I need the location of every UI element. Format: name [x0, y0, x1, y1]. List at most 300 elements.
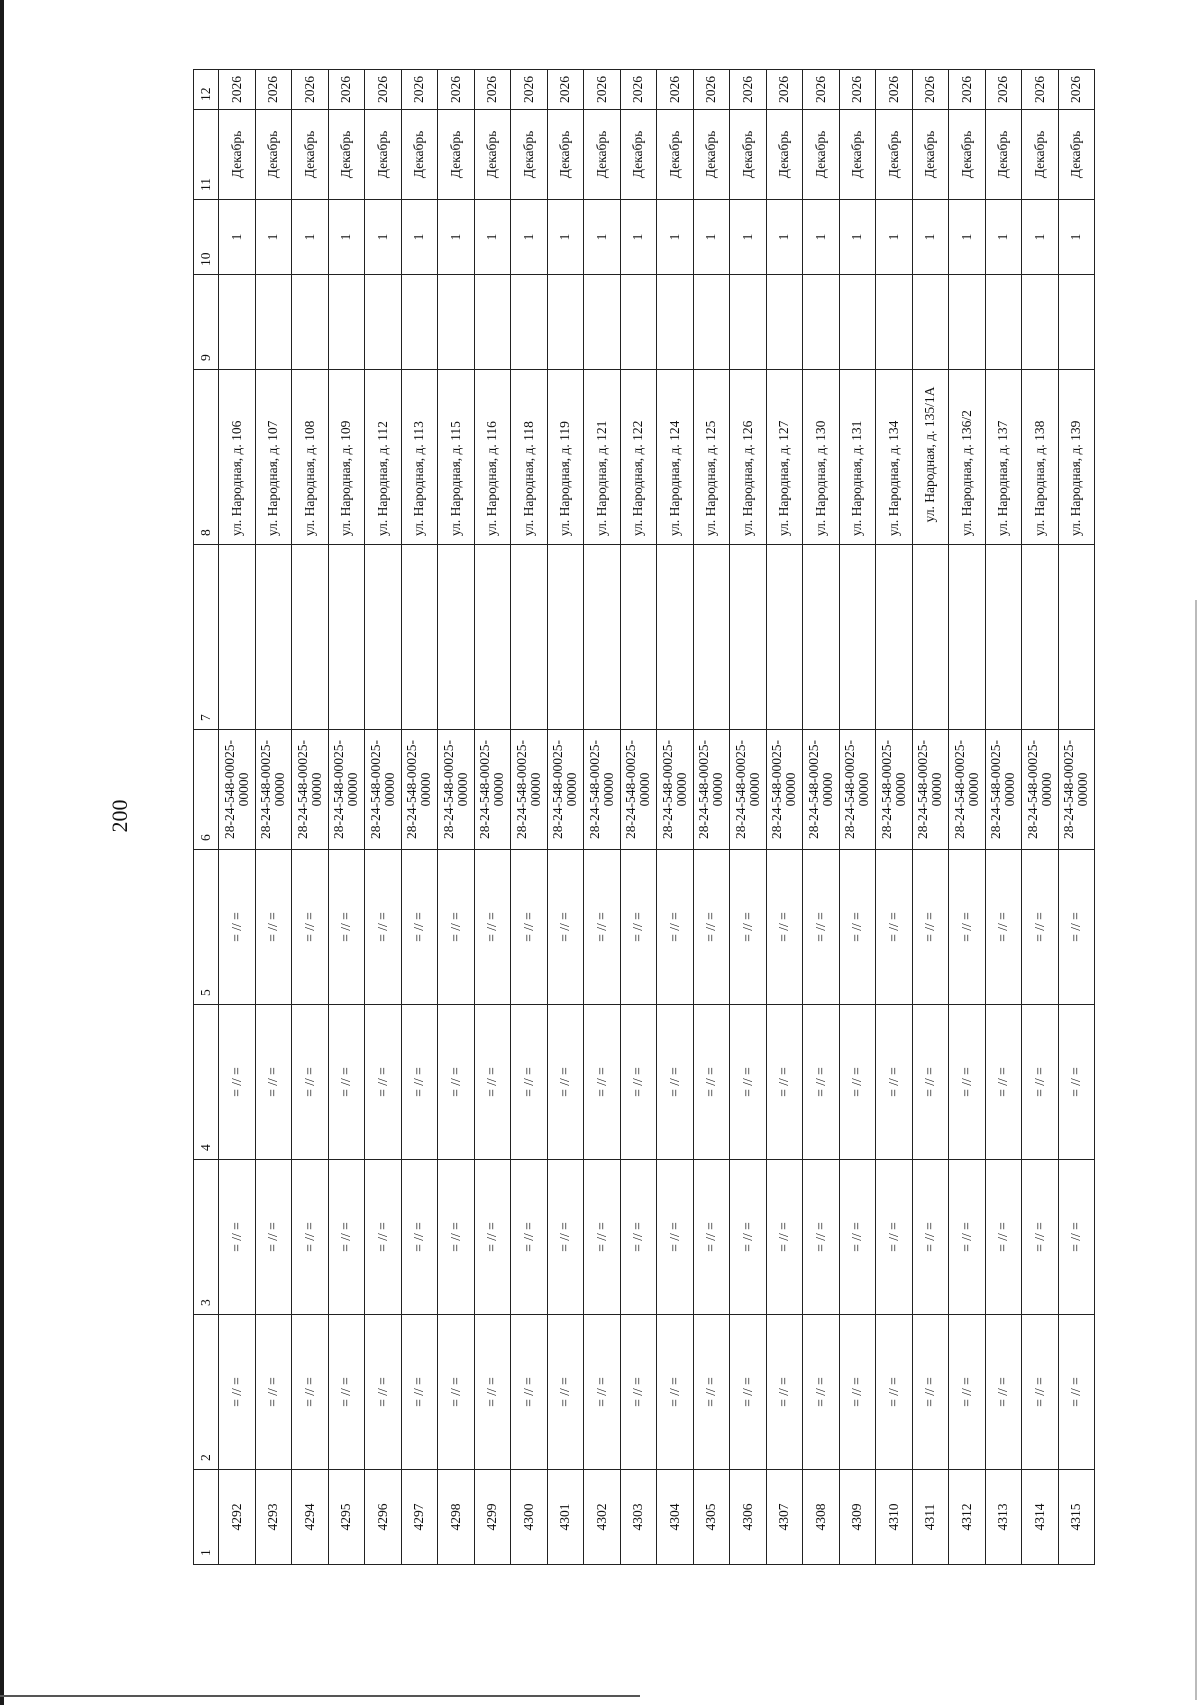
table-row — [365, 70, 402, 1565]
count-cell: 1 — [255, 200, 292, 275]
column-number-cell: 2 — [194, 1315, 219, 1470]
address-cell: ул. Народная, д. 121 — [584, 370, 621, 545]
col4-ditto-cell: = // = — [876, 1005, 913, 1160]
cadastral-number-cell: 28-24-548-00025-00000 — [511, 730, 548, 850]
col7-empty-cell — [328, 545, 365, 730]
col2-ditto-cell: = // = — [292, 1315, 329, 1470]
col5-ditto-cell: = // = — [474, 850, 511, 1005]
col4-ditto-cell: = // = — [547, 1005, 584, 1160]
col5-ditto-cell: = // = — [584, 850, 621, 1005]
col2-ditto-cell: = // = — [730, 1315, 767, 1470]
col2-ditto-cell: = // = — [438, 1315, 475, 1470]
col2-ditto-cell: = // = — [365, 1315, 402, 1470]
count-cell: 1 — [730, 200, 767, 275]
month-cell: Декабрь — [219, 110, 256, 200]
table-row — [985, 70, 1022, 1565]
col5-ditto-cell: = // = — [839, 850, 876, 1005]
month-cell: Декабрь — [803, 110, 840, 200]
col5-ditto-cell: = // = — [365, 850, 402, 1005]
count-cell: 1 — [620, 200, 657, 275]
col9-empty-cell — [365, 275, 402, 370]
month-cell: Декабрь — [365, 110, 402, 200]
col3-ditto-cell: = // = — [255, 1160, 292, 1315]
col9-empty-cell — [438, 275, 475, 370]
col3-ditto-cell: = // = — [365, 1160, 402, 1315]
col3-ditto-cell: = // = — [620, 1160, 657, 1315]
year-cell: 2026 — [438, 70, 475, 110]
col4-ditto-cell: = // = — [730, 1005, 767, 1160]
month-cell: Декабрь — [584, 110, 621, 200]
year-cell: 2026 — [693, 70, 730, 110]
col2-ditto-cell: = // = — [949, 1315, 986, 1470]
cadastral-number-cell: 28-24-548-00025-00000 — [1058, 730, 1095, 850]
cadastral-number-cell: 28-24-548-00025-00000 — [766, 730, 803, 850]
col9-empty-cell — [547, 275, 584, 370]
address-cell: ул. Народная, д. 109 — [328, 370, 365, 545]
col2-ditto-cell: = // = — [839, 1315, 876, 1470]
col7-empty-cell — [292, 545, 329, 730]
row-number-cell: 4313 — [985, 1470, 1022, 1565]
scan-edge-bottom — [0, 1695, 640, 1697]
col4-ditto-cell: = // = — [511, 1005, 548, 1160]
col4-ditto-cell: = // = — [438, 1005, 475, 1160]
count-cell: 1 — [547, 200, 584, 275]
col9-empty-cell — [584, 275, 621, 370]
row-number-cell: 4302 — [584, 1470, 621, 1565]
col9-empty-cell — [766, 275, 803, 370]
page-number: 200 — [107, 799, 132, 833]
table-row — [584, 70, 621, 1565]
year-cell: 2026 — [328, 70, 365, 110]
column-number-cell: 12 — [194, 70, 219, 110]
col5-ditto-cell: = // = — [730, 850, 767, 1005]
column-number-cell: 10 — [194, 200, 219, 275]
year-cell: 2026 — [839, 70, 876, 110]
month-cell: Декабрь — [474, 110, 511, 200]
col3-ditto-cell: = // = — [547, 1160, 584, 1315]
year-cell: 2026 — [912, 70, 949, 110]
count-cell: 1 — [328, 200, 365, 275]
count-cell: 1 — [912, 200, 949, 275]
count-cell: 1 — [693, 200, 730, 275]
col4-ditto-cell: = // = — [474, 1005, 511, 1160]
month-cell: Декабрь — [438, 110, 475, 200]
year-cell: 2026 — [511, 70, 548, 110]
col2-ditto-cell: = // = — [803, 1315, 840, 1470]
column-number-cell: 1 — [194, 1470, 219, 1565]
col2-ditto-cell: = // = — [912, 1315, 949, 1470]
col7-empty-cell — [1022, 545, 1059, 730]
col9-empty-cell — [839, 275, 876, 370]
table-row — [876, 70, 913, 1565]
col9-empty-cell — [693, 275, 730, 370]
rotated-table-wrapper — [193, 70, 1095, 1565]
col2-ditto-cell: = // = — [620, 1315, 657, 1470]
month-cell: Декабрь — [401, 110, 438, 200]
col5-ditto-cell: = // = — [438, 850, 475, 1005]
col2-ditto-cell: = // = — [766, 1315, 803, 1470]
cadastral-number-cell: 28-24-548-00025-00000 — [547, 730, 584, 850]
col5-ditto-cell: = // = — [620, 850, 657, 1005]
address-cell: ул. Народная, д. 115 — [438, 370, 475, 545]
year-cell: 2026 — [584, 70, 621, 110]
col2-ditto-cell: = // = — [401, 1315, 438, 1470]
col7-empty-cell — [766, 545, 803, 730]
col5-ditto-cell: = // = — [328, 850, 365, 1005]
year-cell: 2026 — [1022, 70, 1059, 110]
col5-ditto-cell: = // = — [219, 850, 256, 1005]
col2-ditto-cell: = // = — [474, 1315, 511, 1470]
col5-ditto-cell: = // = — [255, 850, 292, 1005]
count-cell: 1 — [876, 200, 913, 275]
col3-ditto-cell: = // = — [876, 1160, 913, 1315]
col7-empty-cell — [839, 545, 876, 730]
col9-empty-cell — [292, 275, 329, 370]
row-number-cell: 4311 — [912, 1470, 949, 1565]
year-cell: 2026 — [985, 70, 1022, 110]
cadastral-number-cell: 28-24-548-00025-00000 — [985, 730, 1022, 850]
count-cell: 1 — [949, 200, 986, 275]
table-row — [401, 70, 438, 1565]
col3-ditto-cell: = // = — [474, 1160, 511, 1315]
row-number-cell: 4305 — [693, 1470, 730, 1565]
col7-empty-cell — [401, 545, 438, 730]
col4-ditto-cell: = // = — [657, 1005, 694, 1160]
cadastral-number-cell: 28-24-548-00025-00000 — [803, 730, 840, 850]
col7-empty-cell — [438, 545, 475, 730]
address-cell: ул. Народная, д. 126 — [730, 370, 767, 545]
col4-ditto-cell: = // = — [292, 1005, 329, 1160]
col7-empty-cell — [474, 545, 511, 730]
year-cell: 2026 — [730, 70, 767, 110]
cadastral-number-cell: 28-24-548-00025-00000 — [693, 730, 730, 850]
row-number-cell: 4308 — [803, 1470, 840, 1565]
row-number-cell: 4292 — [219, 1470, 256, 1565]
year-cell: 2026 — [219, 70, 256, 110]
count-cell: 1 — [219, 200, 256, 275]
year-cell: 2026 — [547, 70, 584, 110]
col3-ditto-cell: = // = — [328, 1160, 365, 1315]
address-cell: ул. Народная, д. 130 — [803, 370, 840, 545]
col7-empty-cell — [547, 545, 584, 730]
table-row — [255, 70, 292, 1565]
col7-empty-cell — [876, 545, 913, 730]
year-cell: 2026 — [657, 70, 694, 110]
address-cell: ул. Народная, д. 106 — [219, 370, 256, 545]
col4-ditto-cell: = // = — [839, 1005, 876, 1160]
table-row — [657, 70, 694, 1565]
col9-empty-cell — [219, 275, 256, 370]
address-cell: ул. Народная, д. 108 — [292, 370, 329, 545]
row-number-cell: 4314 — [1022, 1470, 1059, 1565]
table-row — [803, 70, 840, 1565]
count-cell: 1 — [365, 200, 402, 275]
row-number-cell: 4296 — [365, 1470, 402, 1565]
row-number-cell: 4306 — [730, 1470, 767, 1565]
address-cell: ул. Народная, д. 125 — [693, 370, 730, 545]
table-row — [474, 70, 511, 1565]
col5-ditto-cell: = // = — [693, 850, 730, 1005]
table-row — [328, 70, 365, 1565]
year-cell: 2026 — [401, 70, 438, 110]
row-number-cell: 4295 — [328, 1470, 365, 1565]
row-number-cell: 4293 — [255, 1470, 292, 1565]
table-row — [839, 70, 876, 1565]
col4-ditto-cell: = // = — [803, 1005, 840, 1160]
col9-empty-cell — [620, 275, 657, 370]
cadastral-number-cell: 28-24-548-00025-00000 — [657, 730, 694, 850]
month-cell: Декабрь — [511, 110, 548, 200]
address-cell: ул. Народная, д. 137 — [985, 370, 1022, 545]
col5-ditto-cell: = // = — [292, 850, 329, 1005]
month-cell: Декабрь — [547, 110, 584, 200]
table-row — [219, 70, 256, 1565]
table-row — [693, 70, 730, 1565]
cadastral-number-cell: 28-24-548-00025-00000 — [584, 730, 621, 850]
col7-empty-cell — [511, 545, 548, 730]
col9-empty-cell — [401, 275, 438, 370]
address-cell: ул. Народная, д. 131 — [839, 370, 876, 545]
col3-ditto-cell: = // = — [511, 1160, 548, 1315]
column-number-cell: 6 — [194, 730, 219, 850]
col9-empty-cell — [876, 275, 913, 370]
scan-edge-right — [1195, 600, 1197, 1700]
col2-ditto-cell: = // = — [1058, 1315, 1095, 1470]
col5-ditto-cell: = // = — [657, 850, 694, 1005]
table-row — [949, 70, 986, 1565]
cadastral-number-cell: 28-24-548-00025-00000 — [620, 730, 657, 850]
month-cell: Декабрь — [255, 110, 292, 200]
col4-ditto-cell: = // = — [620, 1005, 657, 1160]
col5-ditto-cell: = // = — [803, 850, 840, 1005]
month-cell: Декабрь — [1058, 110, 1095, 200]
column-number-cell: 4 — [194, 1005, 219, 1160]
month-cell: Декабрь — [292, 110, 329, 200]
cadastral-number-cell: 28-24-548-00025-00000 — [219, 730, 256, 850]
address-cell: ул. Народная, д. 135/1А — [912, 370, 949, 545]
row-number-cell: 4301 — [547, 1470, 584, 1565]
col4-ditto-cell: = // = — [766, 1005, 803, 1160]
address-cell: ул. Народная, д. 122 — [620, 370, 657, 545]
month-cell: Декабрь — [620, 110, 657, 200]
cadastral-number-cell: 28-24-548-00025-00000 — [292, 730, 329, 850]
col4-ditto-cell: = // = — [219, 1005, 256, 1160]
col2-ditto-cell: = // = — [657, 1315, 694, 1470]
col9-empty-cell — [949, 275, 986, 370]
address-cell: ул. Народная, д. 136/2 — [949, 370, 986, 545]
col7-empty-cell — [365, 545, 402, 730]
address-cell: ул. Народная, д. 107 — [255, 370, 292, 545]
col2-ditto-cell: = // = — [693, 1315, 730, 1470]
column-number-cell: 3 — [194, 1160, 219, 1315]
month-cell: Декабрь — [693, 110, 730, 200]
table-row — [1058, 70, 1095, 1565]
col4-ditto-cell: = // = — [401, 1005, 438, 1160]
col3-ditto-cell: = // = — [693, 1160, 730, 1315]
row-number-cell: 4310 — [876, 1470, 913, 1565]
count-cell: 1 — [292, 200, 329, 275]
col5-ditto-cell: = // = — [949, 850, 986, 1005]
cadastral-number-cell: 28-24-548-00025-00000 — [839, 730, 876, 850]
month-cell: Декабрь — [876, 110, 913, 200]
year-cell: 2026 — [949, 70, 986, 110]
col7-empty-cell — [1058, 545, 1095, 730]
row-number-cell: 4300 — [511, 1470, 548, 1565]
year-cell: 2026 — [365, 70, 402, 110]
col4-ditto-cell: = // = — [584, 1005, 621, 1160]
col4-ditto-cell: = // = — [255, 1005, 292, 1160]
cadastral-number-cell: 28-24-548-00025-00000 — [730, 730, 767, 850]
address-cell: ул. Народная, д. 116 — [474, 370, 511, 545]
col3-ditto-cell: = // = — [1022, 1160, 1059, 1315]
count-cell: 1 — [839, 200, 876, 275]
row-number-cell: 4315 — [1058, 1470, 1095, 1565]
year-cell: 2026 — [766, 70, 803, 110]
col9-empty-cell — [985, 275, 1022, 370]
cadastral-number-cell: 28-24-548-00025-00000 — [474, 730, 511, 850]
row-number-cell: 4298 — [438, 1470, 475, 1565]
col3-ditto-cell: = // = — [839, 1160, 876, 1315]
count-cell: 1 — [803, 200, 840, 275]
col9-empty-cell — [912, 275, 949, 370]
col3-ditto-cell: = // = — [401, 1160, 438, 1315]
col2-ditto-cell: = // = — [1022, 1315, 1059, 1470]
col2-ditto-cell: = // = — [255, 1315, 292, 1470]
year-cell: 2026 — [292, 70, 329, 110]
table-row — [292, 70, 329, 1565]
col4-ditto-cell: = // = — [985, 1005, 1022, 1160]
col3-ditto-cell: = // = — [985, 1160, 1022, 1315]
col4-ditto-cell: = // = — [1058, 1005, 1095, 1160]
col5-ditto-cell: = // = — [401, 850, 438, 1005]
cadastral-number-cell: 28-24-548-00025-00000 — [949, 730, 986, 850]
col9-empty-cell — [1058, 275, 1095, 370]
col9-empty-cell — [803, 275, 840, 370]
month-cell: Декабрь — [657, 110, 694, 200]
col5-ditto-cell: = // = — [1058, 850, 1095, 1005]
table-row — [620, 70, 657, 1565]
col9-empty-cell — [1022, 275, 1059, 370]
col9-empty-cell — [474, 275, 511, 370]
address-cell: ул. Народная, д. 118 — [511, 370, 548, 545]
table-row — [511, 70, 548, 1565]
row-number-cell: 4303 — [620, 1470, 657, 1565]
row-number-cell: 4304 — [657, 1470, 694, 1565]
col3-ditto-cell: = // = — [438, 1160, 475, 1315]
year-cell: 2026 — [255, 70, 292, 110]
col4-ditto-cell: = // = — [365, 1005, 402, 1160]
cadastral-number-cell: 28-24-548-00025-00000 — [438, 730, 475, 850]
count-cell: 1 — [985, 200, 1022, 275]
address-cell: ул. Народная, д. 119 — [547, 370, 584, 545]
col3-ditto-cell: = // = — [1058, 1160, 1095, 1315]
col7-empty-cell — [803, 545, 840, 730]
col2-ditto-cell: = // = — [547, 1315, 584, 1470]
col7-empty-cell — [657, 545, 694, 730]
cadastral-number-cell: 28-24-548-00025-00000 — [328, 730, 365, 850]
table-row — [912, 70, 949, 1565]
count-cell: 1 — [1058, 200, 1095, 275]
col3-ditto-cell: = // = — [292, 1160, 329, 1315]
address-cell: ул. Народная, д. 138 — [1022, 370, 1059, 545]
col7-empty-cell — [219, 545, 256, 730]
count-cell: 1 — [584, 200, 621, 275]
col2-ditto-cell: = // = — [876, 1315, 913, 1470]
cadastral-number-cell: 28-24-548-00025-00000 — [876, 730, 913, 850]
month-cell: Декабрь — [328, 110, 365, 200]
col5-ditto-cell: = // = — [1022, 850, 1059, 1005]
col3-ditto-cell: = // = — [730, 1160, 767, 1315]
col7-empty-cell — [620, 545, 657, 730]
table-row — [1022, 70, 1059, 1565]
cadastral-number-cell: 28-24-548-00025-00000 — [365, 730, 402, 850]
column-number-cell: 9 — [194, 275, 219, 370]
column-number-cell: 11 — [194, 110, 219, 200]
col5-ditto-cell: = // = — [511, 850, 548, 1005]
count-cell: 1 — [401, 200, 438, 275]
col4-ditto-cell: = // = — [1022, 1005, 1059, 1160]
col5-ditto-cell: = // = — [876, 850, 913, 1005]
column-number-cell: 8 — [194, 370, 219, 545]
address-cell: ул. Народная, д. 113 — [401, 370, 438, 545]
col4-ditto-cell: = // = — [328, 1005, 365, 1160]
col3-ditto-cell: = // = — [949, 1160, 986, 1315]
month-cell: Декабрь — [839, 110, 876, 200]
count-cell: 1 — [1022, 200, 1059, 275]
address-cell: ул. Народная, д. 112 — [365, 370, 402, 545]
registry-table — [193, 69, 1095, 1565]
column-number-cell: 7 — [194, 545, 219, 730]
col2-ditto-cell: = // = — [219, 1315, 256, 1470]
cadastral-number-cell: 28-24-548-00025-00000 — [1022, 730, 1059, 850]
month-cell: Декабрь — [1022, 110, 1059, 200]
cadastral-number-cell: 28-24-548-00025-00000 — [912, 730, 949, 850]
count-cell: 1 — [657, 200, 694, 275]
address-cell: ул. Народная, д. 139 — [1058, 370, 1095, 545]
col9-empty-cell — [511, 275, 548, 370]
col3-ditto-cell: = // = — [803, 1160, 840, 1315]
column-number-cell: 5 — [194, 850, 219, 1005]
cadastral-number-cell: 28-24-548-00025-00000 — [401, 730, 438, 850]
col2-ditto-cell: = // = — [584, 1315, 621, 1470]
col2-ditto-cell: = // = — [985, 1315, 1022, 1470]
col3-ditto-cell: = // = — [766, 1160, 803, 1315]
count-cell: 1 — [766, 200, 803, 275]
year-cell: 2026 — [1058, 70, 1095, 110]
col7-empty-cell — [949, 545, 986, 730]
month-cell: Декабрь — [985, 110, 1022, 200]
col7-empty-cell — [730, 545, 767, 730]
row-number-cell: 4297 — [401, 1470, 438, 1565]
row-number-cell: 4309 — [839, 1470, 876, 1565]
col3-ditto-cell: = // = — [657, 1160, 694, 1315]
count-cell: 1 — [511, 200, 548, 275]
col9-empty-cell — [730, 275, 767, 370]
col7-empty-cell — [912, 545, 949, 730]
year-cell: 2026 — [876, 70, 913, 110]
col7-empty-cell — [255, 545, 292, 730]
col7-empty-cell — [693, 545, 730, 730]
col4-ditto-cell: = // = — [949, 1005, 986, 1160]
month-cell: Декабрь — [730, 110, 767, 200]
row-number-cell: 4312 — [949, 1470, 986, 1565]
col7-empty-cell — [584, 545, 621, 730]
month-cell: Декабрь — [912, 110, 949, 200]
col3-ditto-cell: = // = — [912, 1160, 949, 1315]
count-cell: 1 — [474, 200, 511, 275]
col4-ditto-cell: = // = — [912, 1005, 949, 1160]
col9-empty-cell — [255, 275, 292, 370]
